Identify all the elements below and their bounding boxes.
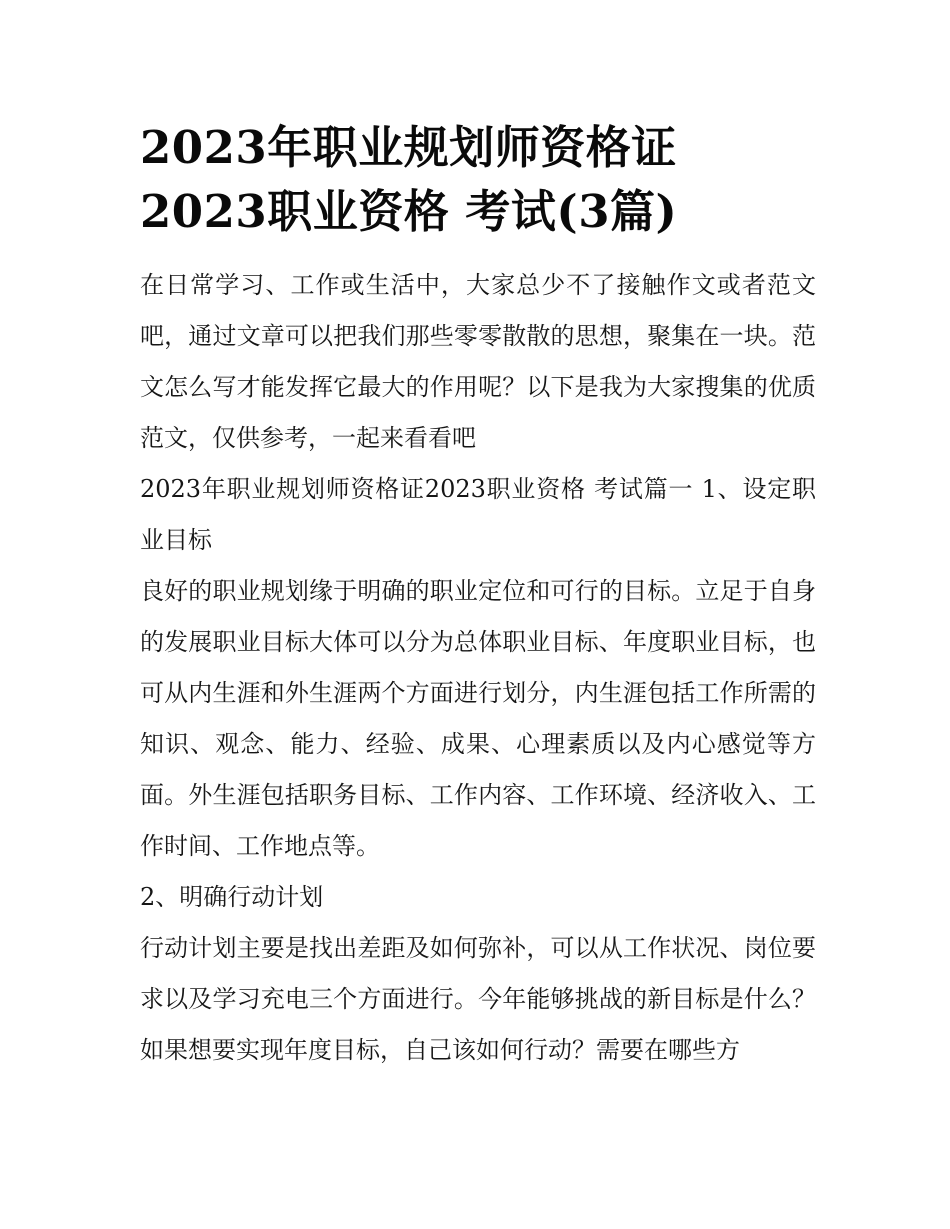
- title-line-2: 2023职业资格 考试(3篇): [140, 185, 678, 238]
- section-heading-2: 2、明确行动计划: [140, 883, 324, 911]
- body-paragraph-1: 良好的职业规划缘于明确的职业定位和可行的目标。立足于自身的发展职业目标大体可以分为总体职业目标、年度职业目标，也可从内生涯和外生涯两个方面进行划分，内生涯包括工作所需的知识、观念、能力、经验、成果、心理素质以及内心感觉等方面。外生涯包括职务目标、工作内容、工作环境、经济收入、工作时间、工作地点等。: [140, 577, 816, 860]
- document-title: [140, 116, 816, 244]
- document-content: [140, 116, 816, 1076]
- section-heading-1: 2023年职业规划师资格证2023职业资格 考试篇一 1、设定职业目标: [140, 475, 816, 554]
- document-body: [140, 260, 816, 1076]
- body-paragraph-2: 行动计划主要是找出差距及如何弥补，可以从工作状况、岗位要求以及学习充电三个方面进行。今年能够挑战的新目标是什么？如果想要实现年度目标，自己该如何行动？需要在哪些方: [140, 934, 816, 1064]
- title-line-1: 2023年职业规划师资格证: [140, 121, 677, 174]
- intro-paragraph: 在日常学习、工作或生活中，大家总少不了接触作文或者范文吧，通过文章可以把我们那些零零散散的思想，聚集在一块。范文怎么写才能发挥它最大的作用呢？以下是我为大家搜集的优质范文，仅供参考，一起来看看吧: [140, 271, 816, 452]
